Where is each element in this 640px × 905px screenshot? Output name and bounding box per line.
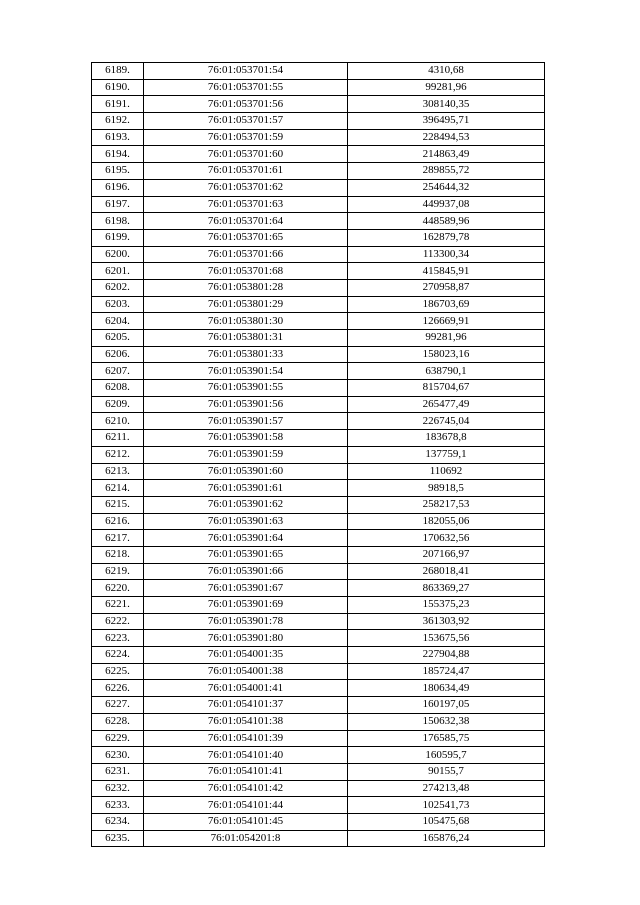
value-cell: 98918,5	[348, 480, 545, 497]
cadastral-number-cell: 76:01:053801:31	[144, 330, 348, 347]
row-number-cell: 6228.	[92, 713, 144, 730]
row-number-cell: 6216.	[92, 513, 144, 530]
cadastral-value-table	[91, 62, 545, 847]
row-number-cell: 6207.	[92, 363, 144, 380]
table-row	[92, 330, 545, 347]
value-cell: 150632,38	[348, 713, 545, 730]
value-cell: 99281,96	[348, 330, 545, 347]
value-cell: 815704,67	[348, 380, 545, 397]
value-cell: 105475,68	[348, 813, 545, 830]
row-number-cell: 6219.	[92, 563, 144, 580]
value-cell: 449937,08	[348, 196, 545, 213]
cadastral-number-cell: 76:01:053901:78	[144, 613, 348, 630]
value-cell: 160595,7	[348, 747, 545, 764]
table-row	[92, 63, 545, 80]
row-number-cell: 6196.	[92, 179, 144, 196]
row-number-cell: 6191.	[92, 96, 144, 113]
row-number-cell: 6229.	[92, 730, 144, 747]
row-number-cell: 6221.	[92, 597, 144, 614]
cadastral-number-cell: 76:01:053901:67	[144, 580, 348, 597]
table-row	[92, 763, 545, 780]
cadastral-number-cell: 76:01:053901:63	[144, 513, 348, 530]
cadastral-number-cell: 76:01:053701:59	[144, 129, 348, 146]
cadastral-number-cell: 76:01:053701:66	[144, 246, 348, 263]
value-cell: 153675,56	[348, 630, 545, 647]
value-cell: 258217,53	[348, 496, 545, 513]
table-body	[92, 63, 545, 847]
value-cell: 99281,96	[348, 79, 545, 96]
row-number-cell: 6205.	[92, 330, 144, 347]
value-cell: 227904,88	[348, 647, 545, 664]
value-cell: 226745,04	[348, 413, 545, 430]
value-cell: 185724,47	[348, 663, 545, 680]
table-row	[92, 830, 545, 847]
table-row	[92, 213, 545, 230]
row-number-cell: 6225.	[92, 663, 144, 680]
value-cell: 638790,1	[348, 363, 545, 380]
cadastral-number-cell: 76:01:053701:62	[144, 179, 348, 196]
row-number-cell: 6211.	[92, 430, 144, 447]
cadastral-number-cell: 76:01:053701:61	[144, 163, 348, 180]
cadastral-number-cell: 76:01:053701:57	[144, 113, 348, 130]
table-row	[92, 163, 545, 180]
table-row	[92, 113, 545, 130]
cadastral-number-cell: 76:01:054101:41	[144, 763, 348, 780]
cadastral-number-cell: 76:01:053901:61	[144, 480, 348, 497]
cadastral-number-cell: 76:01:053901:80	[144, 630, 348, 647]
row-number-cell: 6189.	[92, 63, 144, 80]
value-cell: 863369,27	[348, 580, 545, 597]
cadastral-number-cell: 76:01:053901:65	[144, 546, 348, 563]
table-row	[92, 530, 545, 547]
cadastral-number-cell: 76:01:053701:63	[144, 196, 348, 213]
value-cell: 162879,78	[348, 229, 545, 246]
row-number-cell: 6232.	[92, 780, 144, 797]
row-number-cell: 6203.	[92, 296, 144, 313]
row-number-cell: 6192.	[92, 113, 144, 130]
table-row	[92, 496, 545, 513]
cadastral-number-cell: 76:01:053901:60	[144, 463, 348, 480]
value-cell: 265477,49	[348, 396, 545, 413]
value-cell: 176585,75	[348, 730, 545, 747]
row-number-cell: 6234.	[92, 813, 144, 830]
row-number-cell: 6215.	[92, 496, 144, 513]
cadastral-number-cell: 76:01:053901:55	[144, 380, 348, 397]
table-row	[92, 413, 545, 430]
row-number-cell: 6199.	[92, 229, 144, 246]
value-cell: 102541,73	[348, 797, 545, 814]
cadastral-number-cell: 76:01:053801:28	[144, 279, 348, 296]
table-row	[92, 196, 545, 213]
value-cell: 186703,69	[348, 296, 545, 313]
table-row	[92, 697, 545, 714]
row-number-cell: 6223.	[92, 630, 144, 647]
cadastral-number-cell: 76:01:053901:54	[144, 363, 348, 380]
table-row	[92, 246, 545, 263]
table-row	[92, 129, 545, 146]
row-number-cell: 6230.	[92, 747, 144, 764]
cadastral-number-cell: 76:01:054101:37	[144, 697, 348, 714]
table-row	[92, 647, 545, 664]
value-cell: 126669,91	[348, 313, 545, 330]
value-cell: 158023,16	[348, 346, 545, 363]
table-row	[92, 597, 545, 614]
row-number-cell: 6194.	[92, 146, 144, 163]
value-cell: 254644,32	[348, 179, 545, 196]
cadastral-number-cell: 76:01:054101:39	[144, 730, 348, 747]
table-row	[92, 747, 545, 764]
row-number-cell: 6210.	[92, 413, 144, 430]
cadastral-number-cell: 76:01:053701:56	[144, 96, 348, 113]
table-row	[92, 96, 545, 113]
value-cell: 361303,92	[348, 613, 545, 630]
value-cell: 113300,34	[348, 246, 545, 263]
row-number-cell: 6220.	[92, 580, 144, 597]
row-number-cell: 6218.	[92, 546, 144, 563]
row-number-cell: 6227.	[92, 697, 144, 714]
cadastral-number-cell: 76:01:053801:29	[144, 296, 348, 313]
table-row	[92, 663, 545, 680]
table-row	[92, 563, 545, 580]
table-row	[92, 813, 545, 830]
row-number-cell: 6201.	[92, 263, 144, 280]
cadastral-number-cell: 76:01:053901:56	[144, 396, 348, 413]
row-number-cell: 6214.	[92, 480, 144, 497]
table-row	[92, 480, 545, 497]
row-number-cell: 6226.	[92, 680, 144, 697]
table-row	[92, 296, 545, 313]
cadastral-number-cell: 76:01:053901:62	[144, 496, 348, 513]
cadastral-number-cell: 76:01:054001:41	[144, 680, 348, 697]
table-row	[92, 313, 545, 330]
cadastral-number-cell: 76:01:054101:42	[144, 780, 348, 797]
table-row	[92, 546, 545, 563]
row-number-cell: 6235.	[92, 830, 144, 847]
row-number-cell: 6195.	[92, 163, 144, 180]
row-number-cell: 6202.	[92, 279, 144, 296]
table-row	[92, 380, 545, 397]
table-row	[92, 463, 545, 480]
row-number-cell: 6231.	[92, 763, 144, 780]
cadastral-number-cell: 76:01:053701:64	[144, 213, 348, 230]
value-cell: 214863,49	[348, 146, 545, 163]
table-row	[92, 279, 545, 296]
row-number-cell: 6193.	[92, 129, 144, 146]
table-row	[92, 713, 545, 730]
value-cell: 160197,05	[348, 697, 545, 714]
value-cell: 289855,72	[348, 163, 545, 180]
value-cell: 155375,23	[348, 597, 545, 614]
row-number-cell: 6208.	[92, 380, 144, 397]
cadastral-number-cell: 76:01:053901:58	[144, 430, 348, 447]
table-row	[92, 179, 545, 196]
table-row	[92, 780, 545, 797]
cadastral-number-cell: 76:01:053901:64	[144, 530, 348, 547]
value-cell: 110692	[348, 463, 545, 480]
cadastral-number-cell: 76:01:053801:30	[144, 313, 348, 330]
row-number-cell: 6209.	[92, 396, 144, 413]
cadastral-number-cell: 76:01:053901:59	[144, 446, 348, 463]
cadastral-number-cell: 76:01:053801:33	[144, 346, 348, 363]
cadastral-number-cell: 76:01:053701:54	[144, 63, 348, 80]
row-number-cell: 6213.	[92, 463, 144, 480]
value-cell: 308140,35	[348, 96, 545, 113]
value-cell: 415845,91	[348, 263, 545, 280]
row-number-cell: 6233.	[92, 797, 144, 814]
table-row	[92, 363, 545, 380]
row-number-cell: 6224.	[92, 647, 144, 664]
value-cell: 274213,48	[348, 780, 545, 797]
value-cell: 137759,1	[348, 446, 545, 463]
table-row	[92, 146, 545, 163]
cadastral-number-cell: 76:01:054101:44	[144, 797, 348, 814]
table-row	[92, 446, 545, 463]
row-number-cell: 6217.	[92, 530, 144, 547]
value-cell: 448589,96	[348, 213, 545, 230]
cadastral-number-cell: 76:01:054001:38	[144, 663, 348, 680]
table-row	[92, 580, 545, 597]
row-number-cell: 6200.	[92, 246, 144, 263]
value-cell: 396495,71	[348, 113, 545, 130]
table-row	[92, 680, 545, 697]
value-cell: 207166,97	[348, 546, 545, 563]
value-cell: 165876,24	[348, 830, 545, 847]
value-cell: 270958,87	[348, 279, 545, 296]
cadastral-number-cell: 76:01:053701:55	[144, 79, 348, 96]
row-number-cell: 6222.	[92, 613, 144, 630]
table-row	[92, 430, 545, 447]
table-row	[92, 79, 545, 96]
value-cell: 90155,7	[348, 763, 545, 780]
row-number-cell: 6197.	[92, 196, 144, 213]
cadastral-number-cell: 76:01:053901:69	[144, 597, 348, 614]
cadastral-number-cell: 76:01:053701:68	[144, 263, 348, 280]
table-row	[92, 797, 545, 814]
value-cell: 228494,53	[348, 129, 545, 146]
cadastral-number-cell: 76:01:053701:65	[144, 229, 348, 246]
cadastral-number-cell: 76:01:054101:38	[144, 713, 348, 730]
row-number-cell: 6212.	[92, 446, 144, 463]
table-row	[92, 346, 545, 363]
cadastral-number-cell: 76:01:054001:35	[144, 647, 348, 664]
cadastral-number-cell: 76:01:054101:45	[144, 813, 348, 830]
cadastral-number-cell: 76:01:053901:66	[144, 563, 348, 580]
table-row	[92, 513, 545, 530]
cadastral-number-cell: 76:01:054201:8	[144, 830, 348, 847]
table-row	[92, 613, 545, 630]
value-cell: 180634,49	[348, 680, 545, 697]
table-row	[92, 229, 545, 246]
cadastral-number-cell: 76:01:053701:60	[144, 146, 348, 163]
table-row	[92, 730, 545, 747]
value-cell: 170632,56	[348, 530, 545, 547]
cadastral-number-cell: 76:01:054101:40	[144, 747, 348, 764]
table-row	[92, 396, 545, 413]
table-row	[92, 630, 545, 647]
row-number-cell: 6198.	[92, 213, 144, 230]
cadastral-number-cell: 76:01:053901:57	[144, 413, 348, 430]
table-row	[92, 263, 545, 280]
row-number-cell: 6206.	[92, 346, 144, 363]
value-cell: 4310,68	[348, 63, 545, 80]
value-cell: 268018,41	[348, 563, 545, 580]
row-number-cell: 6190.	[92, 79, 144, 96]
value-cell: 183678,8	[348, 430, 545, 447]
row-number-cell: 6204.	[92, 313, 144, 330]
value-cell: 182055,06	[348, 513, 545, 530]
